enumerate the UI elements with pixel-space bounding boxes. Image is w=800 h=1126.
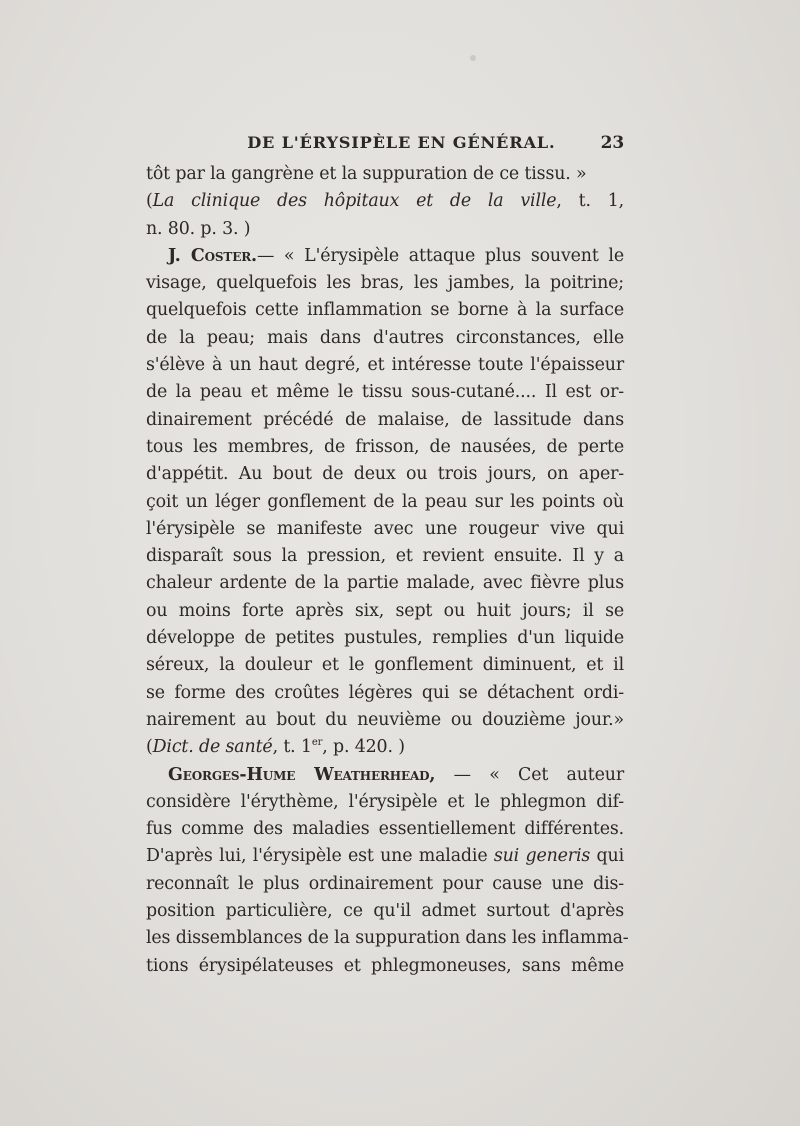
text-line: çoit un léger gonflement de la peau sur les points où — [146, 491, 624, 512]
citation-ref: , t. 1, — [556, 191, 624, 212]
citation-ref: , t. 1 — [272, 737, 312, 758]
text-line: chaleur ardente de la partie malade, avec fièvre plus — [146, 573, 624, 594]
citation-ref: , p. 420. ) — [322, 737, 405, 758]
running-title: DE L'ÉRYSIPÈLE EN GÉNÉRAL. — [247, 133, 556, 152]
paren: ( — [146, 737, 153, 758]
text-line: n. 80. p. 3. ) — [146, 218, 251, 239]
superscript: er — [311, 737, 323, 749]
text-line: D'après lui, l'érysipèle est une maladie sui generis qui — [146, 846, 624, 867]
text-line: de la peau et même le tissu sous-cutané.... Il est or- — [146, 382, 624, 403]
page-number: 23 — [600, 133, 624, 153]
text-line — [146, 734, 624, 761]
text-line: séreux, la douleur et le gonflement diminuent, et il — [146, 655, 624, 676]
text-line: l'érysipèle se manifeste avec une rougeur vive qui — [146, 518, 624, 539]
citation-title: Dict. de santé — [152, 737, 273, 758]
text-line: visage, quelquefois les bras, les jambes, la poitrine; — [146, 273, 624, 294]
text-line: tôt par la gangrène et la suppuration de ce tissu. » — [146, 164, 587, 184]
text-line: développe de petites pustules, remplies d'un liquide — [146, 628, 624, 649]
text-line: quelquefois cette inflammation se borne à la surface — [146, 300, 624, 321]
text-line: se forme des croûtes légères qui se détachent ordi- — [146, 682, 624, 703]
text-line: ou moins forte après six, sept ou huit jours; il se — [146, 600, 624, 621]
text-line: position particulière, ce qu'il admet surtout d'après — [146, 901, 624, 922]
text-line: s'élève à un haut degré, et intéresse toute l'épaisseur — [146, 355, 624, 376]
text-line: tions érysipélateuses et phlegmoneuses, sans même — [146, 955, 624, 976]
citation-title: La clinique des hôpitaux et de la ville — [152, 191, 557, 212]
author-name: J. Coster. — [168, 245, 257, 266]
text-line: fus comme des maladies essentiellement différentes. — [146, 819, 624, 840]
running-head — [146, 129, 624, 157]
text-line: nairement au bout du neuvième ou douzième jour.» — [146, 709, 624, 730]
text-line: les dissemblances de la suppuration dans les inflamma- — [146, 928, 629, 949]
text-block — [146, 129, 629, 980]
text-line: de la peau; mais dans d'autres circonstances, elle — [146, 327, 624, 348]
paren: ( — [146, 191, 153, 212]
author-name: Georges-Hume Weatherhead, — [168, 764, 436, 785]
text-line: J. Coster.— « L'érysipèle attaque plus souvent le — [168, 245, 624, 266]
text-line: considère l'érythème, l'érysipèle et le phlegmon dif- — [146, 791, 624, 812]
text-line: dinairement précédé de malaise, de lassitude dans — [146, 409, 624, 430]
text-line: tous les membres, de frisson, de nausées, de perte — [146, 436, 624, 457]
text-line: d'appétit. Au bout de deux ou trois jours, on aper- — [146, 464, 624, 485]
text-line — [146, 188, 624, 215]
text-line: Georges-Hume Weatherhead, — « Cet auteur — [168, 764, 624, 785]
paper-stain — [470, 55, 476, 61]
text-line: reconnaît le plus ordinairement pour cause une dis- — [146, 873, 624, 894]
text-line: disparaît sous la pression, et revient ensuite. Il y a — [146, 546, 624, 567]
latin-phrase: sui generis — [493, 846, 591, 867]
